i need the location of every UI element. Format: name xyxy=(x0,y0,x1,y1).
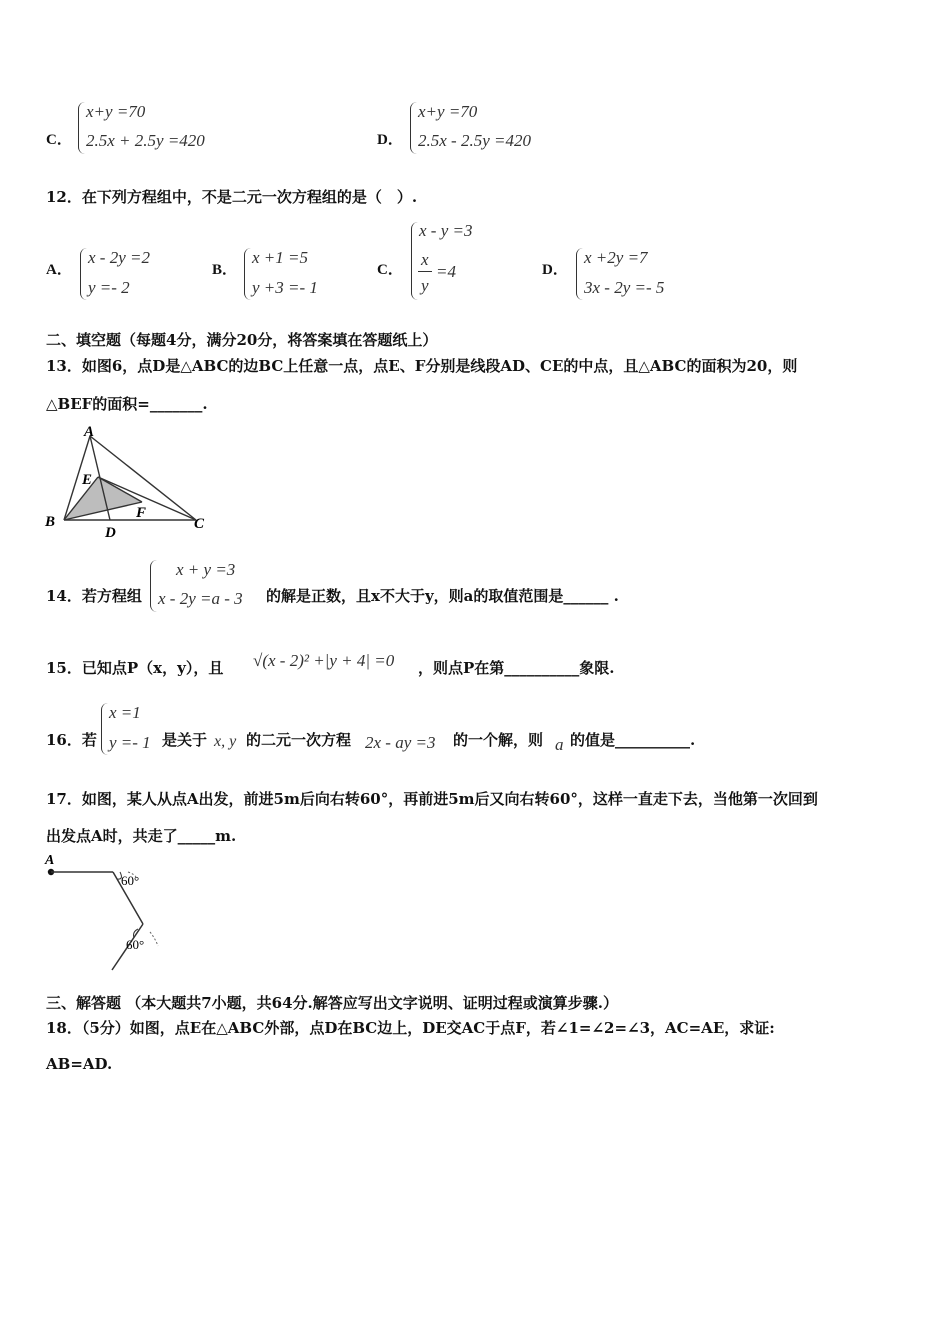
brace-q14 xyxy=(150,560,157,612)
walk-path-figure xyxy=(40,852,170,976)
q15-suffix: ，则点P在第__________象限. xyxy=(418,659,615,677)
q12-a-eq2: y =- 2 xyxy=(88,278,130,297)
q13-line2: △BEF的面积=_______. xyxy=(46,395,208,413)
brace-q11-c xyxy=(78,102,85,154)
option-d-label: D． xyxy=(377,132,403,148)
q14-eq2: x - 2y =a - 3 xyxy=(158,589,243,608)
brace-q12-c xyxy=(411,222,418,300)
q12-d-eq1: x +2y =7 xyxy=(584,248,648,267)
q12-b-eq1: x +1 =5 xyxy=(252,248,308,267)
label-a: A xyxy=(45,853,55,868)
q16-vars: x, y xyxy=(214,733,237,750)
section-3-heading: 三、解答题 （本大题共7小题，共64分.解答应写出文字说明、证明过程或演算步骤.） xyxy=(46,994,618,1012)
brace-q11-d xyxy=(410,102,417,154)
label-e: E xyxy=(82,472,93,488)
q12-c-frac-num: x xyxy=(421,250,429,269)
angle-label-2: 60° xyxy=(126,937,145,952)
q12-c-frac-rhs: =4 xyxy=(436,262,456,281)
brace-q12-a xyxy=(80,248,87,300)
q16-prefix: 16．若 xyxy=(46,731,97,749)
q16-mid2: 的二元一次方程 xyxy=(246,731,352,749)
q18-line2: AB=AD. xyxy=(46,1055,113,1073)
q16-equation: 2x - ay =3 xyxy=(365,733,436,752)
brace-q16 xyxy=(101,703,108,755)
label-b: B xyxy=(45,514,56,530)
q15-expression: √(x - 2)² +|y + 4| =0 xyxy=(253,651,395,670)
q17-line2: 出发点A时，共走了_____m. xyxy=(46,827,237,845)
q12-c-eq1: x - y =3 xyxy=(419,221,473,240)
section-2-heading: 二、填空题（每题4分，满分20分，将答案填在答题纸上） xyxy=(46,331,438,349)
q15-prefix: 15．已知点P（x，y），且 xyxy=(46,659,224,677)
q12-b-eq2: y +3 =- 1 xyxy=(252,278,318,297)
brace-q12-b xyxy=(244,248,251,300)
q12-option-d-label: D． xyxy=(542,262,568,278)
q16-a: a xyxy=(555,735,564,754)
q16-suffix: 的值是__________. xyxy=(570,731,696,749)
q14-prefix: 14．若方程组 xyxy=(46,587,142,605)
triangle-figure xyxy=(40,422,220,542)
q14-eq1: x + y =3 xyxy=(176,560,236,579)
q16-mid3: 的一个解，则 xyxy=(453,731,544,749)
q11-d-eq2: 2.5x - 2.5y =420 xyxy=(418,131,531,150)
q16-eq2: y =- 1 xyxy=(109,733,151,752)
brace-q12-d xyxy=(576,248,583,300)
q12-option-a-label: A． xyxy=(46,262,72,278)
q17-line1: 17．如图，某人从点A出发，前进5m后向右转60°，再前进5m后又向右转60°，这样一直走下去，当他第一次回到 xyxy=(46,790,818,808)
q12-option-c-label: C． xyxy=(377,262,403,278)
q12-stem: 12．在下列方程组中，不是二元一次方程组的是（ ）. xyxy=(46,188,418,206)
label-d: D xyxy=(105,525,116,541)
q14-suffix: 的解是正数，且x不大于y，则a的取值范围是______ . xyxy=(266,587,619,605)
q16-eq1: x =1 xyxy=(109,703,141,722)
label-f: F xyxy=(136,505,147,521)
q12-c-frac-den: y xyxy=(421,276,429,295)
q11-c-eq2: 2.5x + 2.5y =420 xyxy=(86,131,205,150)
direction-dash-2 xyxy=(150,932,158,946)
q12-a-eq1: x - 2y =2 xyxy=(88,248,150,267)
label-c: C xyxy=(194,516,205,532)
q12-d-eq2: 3x - 2y =- 5 xyxy=(584,278,665,297)
q11-d-eq1: x+y =70 xyxy=(418,102,478,121)
q11-c-eq1: x+y =70 xyxy=(86,102,146,121)
option-c-label: C． xyxy=(46,132,72,148)
q12-option-b-label: B． xyxy=(212,262,238,278)
q16-mid1: 是关于 xyxy=(162,731,208,749)
q12-c-frac-bar xyxy=(418,271,432,272)
angle-label-1: 60° xyxy=(121,873,140,888)
label-a: A xyxy=(84,424,95,440)
q18-line1: 18．（5分）如图，点E在△ABC外部，点D在BC边上，DE交AC于点F，若∠1=∠2=∠3，AC=AE，求证: xyxy=(46,1019,775,1037)
q13-line1: 13．如图6，点D是△ABC的边BC上任意一点，点E、F分别是线段AD、CE的中点，且△ABC的面积为20，则 xyxy=(46,357,798,375)
